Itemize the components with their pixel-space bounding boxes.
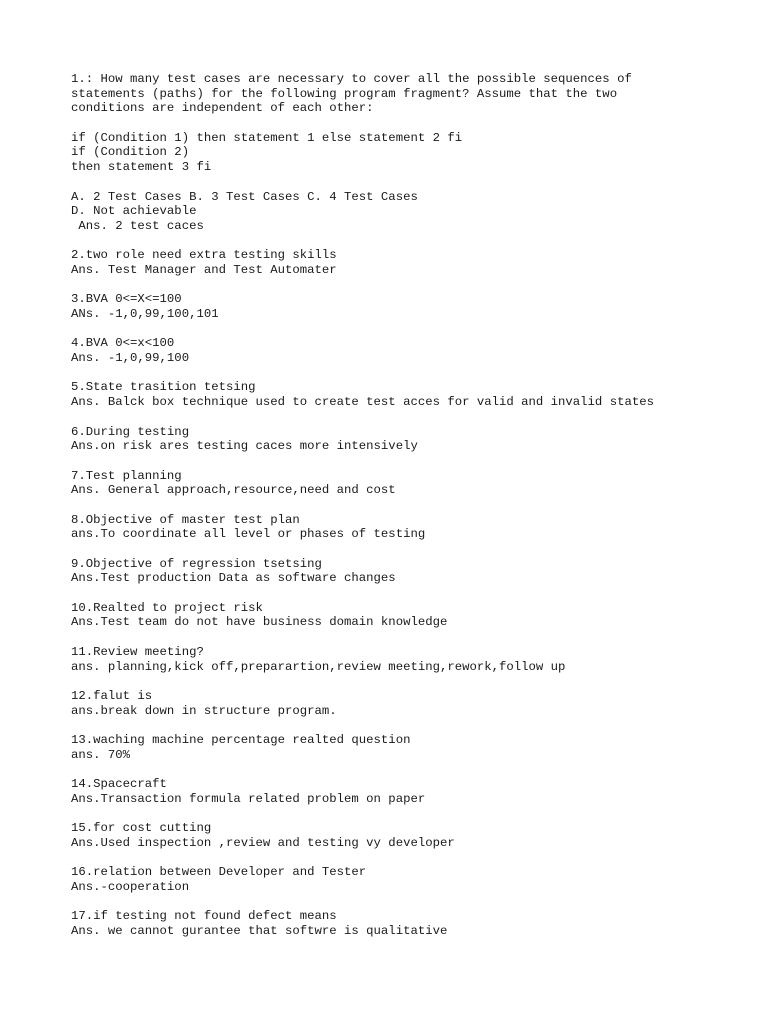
question-line: 14.Spacecraft: [71, 777, 167, 791]
answer-line: Ans.Test production Data as software changes: [71, 571, 396, 586]
answer-line: Ans. General approach,resource,need and cost: [71, 483, 396, 498]
answer-line: ans. 70%: [71, 747, 131, 762]
answer-line: Ans. -1,0,99,100: [71, 351, 190, 366]
code-fragment: [71, 131, 751, 175]
question-11: [71, 645, 751, 674]
question-10: [71, 601, 751, 630]
question-1-intro: [71, 72, 751, 116]
question-line: 11.Review meeting?: [71, 644, 204, 659]
answer-line: ANs. -1,0,99,100,101: [71, 307, 219, 321]
question-line: 3.BVA 0<=X<=100: [71, 292, 182, 307]
question-6: [71, 425, 751, 454]
question-line: 2.two role need extra testing skills: [71, 248, 337, 263]
answer-line: Ans.Test team do not have business domain knowledge: [71, 615, 448, 630]
question-13: [71, 733, 751, 762]
question-line: 9.Objective of regression tsetsing: [71, 556, 322, 571]
text-line: statements (paths) for the following program fragment? Assume that the two: [71, 86, 618, 101]
question-7: [71, 469, 751, 498]
question-16: [71, 865, 751, 894]
question-5: [71, 380, 751, 409]
question-line: 13.waching machine percentage realted question: [71, 732, 411, 747]
question-2: [71, 248, 751, 277]
question-line: 4.BVA 0<=x<100: [71, 336, 175, 351]
text-line: D. Not achievable: [71, 204, 197, 219]
answer-line: ans.To coordinate all level or phases of testing: [71, 527, 426, 542]
question-line: 7.Test planning: [71, 468, 182, 483]
answer-line: Ans. Balck box technique used to create test acces for valid and invalid states: [71, 395, 654, 410]
answer-line: Ans. Test Manager and Test Automater: [71, 262, 337, 277]
code-line: if (Condition 1) then statement 1 else statement 2 fi: [71, 130, 463, 145]
question-4: [71, 336, 751, 365]
answer-line: Ans.Transaction formula related problem on paper: [71, 791, 426, 806]
answer-line: Ans. 2 test caces: [71, 218, 204, 233]
question-17: [71, 909, 751, 938]
code-line: then statement 3 fi: [71, 160, 212, 175]
text-line: conditions are independent of each other:: [71, 101, 374, 116]
question-line: 17.if testing not found defect means: [71, 909, 337, 924]
question-8: [71, 513, 751, 542]
question-line: 16.relation between Developer and Tester: [71, 865, 367, 880]
question-14: [71, 777, 751, 806]
answer-line: ans.break down in structure program.: [71, 703, 337, 718]
code-line: if (Condition 2): [71, 145, 190, 160]
text-line: 1.: How many test cases are necessary to cover all the possible sequences of: [71, 72, 632, 86]
text-line: A. 2 Test Cases B. 3 Test Cases C. 4 Test Cases: [71, 189, 418, 204]
answer-line: Ans.-cooperation: [71, 879, 190, 894]
question-line: 8.Objective of master test plan: [71, 512, 300, 527]
question-line: 15.for cost cutting: [71, 821, 212, 836]
question-line: 6.During testing: [71, 424, 190, 439]
question-line: 5.State trasition tetsing: [71, 380, 256, 395]
document-page: [71, 72, 751, 953]
question-9: [71, 557, 751, 586]
question-12: [71, 689, 751, 718]
answer-line: Ans.Used inspection ,review and testing vy developer: [71, 835, 455, 850]
answer-line: Ans.on risk ares testing caces more intensively: [71, 439, 418, 454]
question-15: [71, 821, 751, 850]
answer-line: Ans. we cannot gurantee that softwre is qualitative: [71, 923, 448, 938]
question-line: 10.Realted to project risk: [71, 600, 263, 615]
answer-line: ans. planning,kick off,preparartion,review meeting,rework,follow up: [71, 659, 566, 674]
question-3: [71, 292, 751, 321]
question-1-options: [71, 190, 751, 234]
question-line: 12.falut is: [71, 688, 153, 703]
